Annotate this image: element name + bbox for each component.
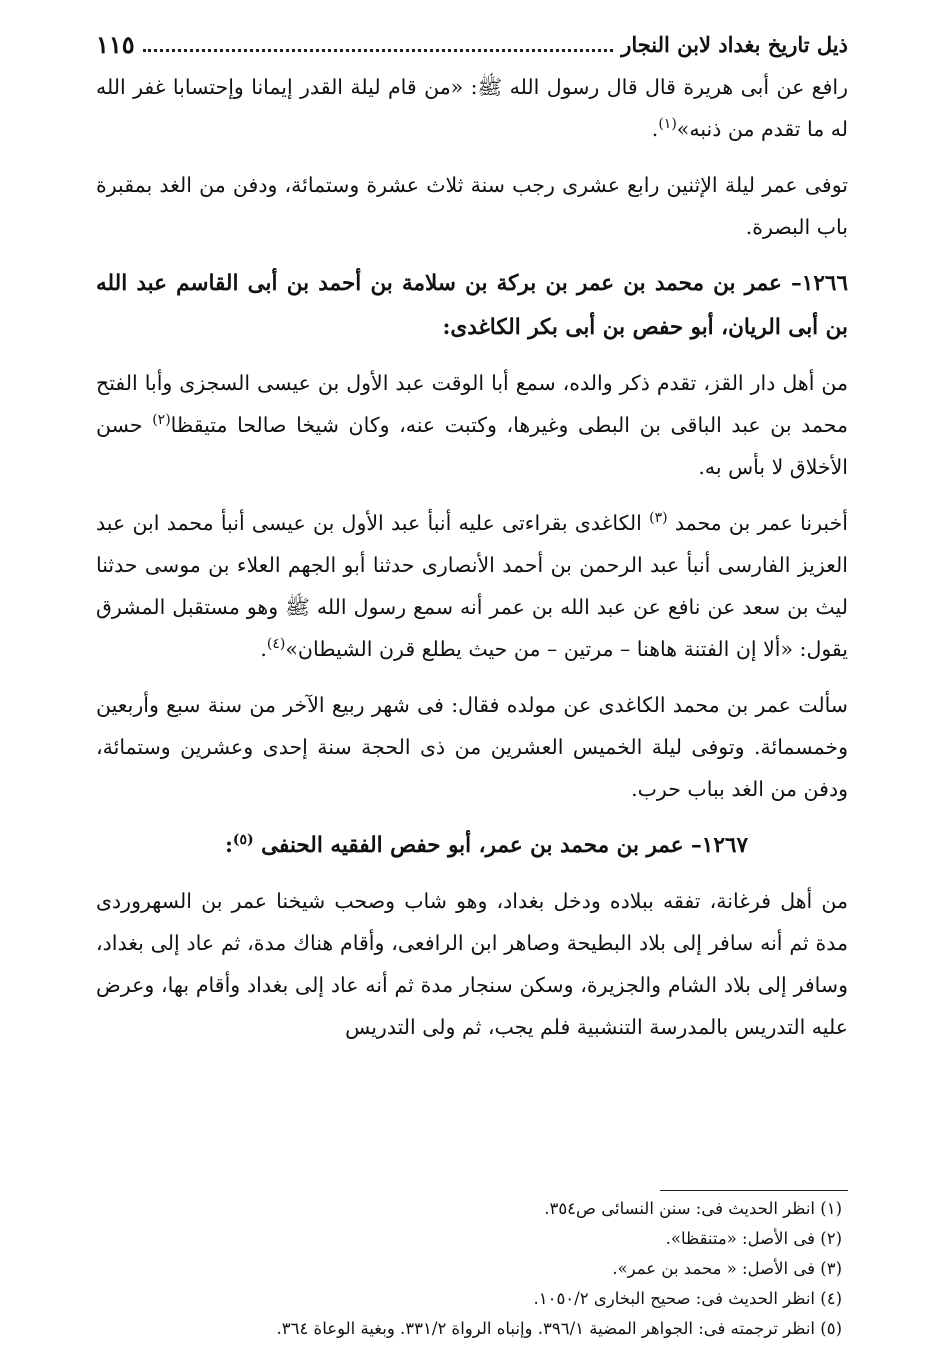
document-page — [96, 22, 848, 1338]
footnotes — [96, 1194, 842, 1344]
paragraph-death-note: توفى عمر ليلة الإثنين رابع عشرى رجب سنة ثلاث عشرة وستمائة، ودفن من الغد بمقبرة باب البصرة. — [96, 173, 848, 239]
footnote-4: (٤) انظر الحديث فى: صحيح البخارى ١٠٥٠/٢. — [533, 1289, 842, 1308]
paragraph-text: من أهل دار القز، تقدم ذكر والده، سمع أبا الوقت عبد الأول بن عيسى السجزى وأبا الفتح محمد بن عبد الباقى بن البطى وغيرها، وكتبت عنه، وكان شيخا صالحا متيقظا — [96, 371, 848, 437]
footnote-1: (١) انظر الحديث فى: سنن النسائى ص٣٥٤. — [544, 1199, 842, 1218]
paragraph-text: أخبرنا عمر بن محمد — [667, 511, 848, 535]
footnote-ref-2: (٢) — [152, 412, 171, 429]
footnote-separator — [660, 1190, 848, 1191]
paragraph-1266-birth-death: سألت عمر بن محمد الكاغدى عن مولده فقال: فى شهر ربيع الآخر من سنة سبع وأربعين وخمسمائة. وتوفى ليلة الخميس العشرين من ذى الحجة سنة إحدى وعشرين وستمائة، ودفن من الغد بباب حرب. — [96, 693, 848, 801]
heading-text: ١٢٦٧– عمر بن محمد بن عمر، أبو حفص الفقيه الحنفى — [253, 833, 748, 858]
paragraph-text: حسن الأخلاق لا بأس به. — [96, 413, 848, 479]
paragraph-1266-hadith: أخبرنا عمر بن محمد $^{(٣)}$ الكاغدى بقراءتى عليه أنبأ عبد الأول بن عيسى أنبأ محمد ابن عبد العزيز الفارسى أنبأ عبد الرحمن بن أحمد الأنصارى حدثنا أبو الجهم العلاء بن موسى حدثنا ليث بن سعد عن نافع عن عبد الله بن عمر أنه سمع رسول الله ﷺ وهو مستقبل المشرق يقول: «ألا إن الفتنة هاهنا – مرتين – من حيث يطلع قرن الشيطان»$^{(٤)}$. — [96, 510, 848, 661]
paragraph-text: الكاغدى بقراءتى عليه أنبأ عبد الأول بن عيسى أنبأ محمد ابن عبد العزيز الفارسى أنبأ عبد الرحمن بن أحمد الأنصارى حدثنا أبو الجهم العلاء بن موسى حدثنا ليث بن سعد عن نافع عن عبد الله بن عمر أنه سمع رسول الله ﷺ وهو مستقبل المشرق يقول: «ألا إن الفتنة هاهنا – مرتين – من حيث يطلع قرن الشيطان» — [96, 511, 848, 661]
footnote-3: (٣) فى الأصل: « محمد بن عمر». — [612, 1259, 842, 1278]
footnote-2: (٢) فى الأصل: «متنقظا». — [665, 1229, 842, 1248]
footnote-ref-3: (٣) — [649, 510, 668, 527]
running-header — [96, 22, 848, 66]
footnote-ref-5: (٥) — [232, 831, 254, 848]
paragraph-1266-bio — [96, 362, 848, 488]
header-title: ذيل تاريخ بغداد لابن النجار — [621, 31, 848, 57]
page-number: ١١٥ — [96, 29, 135, 59]
footnote-ref-1: (١) — [658, 116, 677, 133]
paragraph-1267-bio: من أهل فرغانة، تفقه ببلاده ودخل بغداد، وهو شاب وصحب شيخنا عمر بن السهروردى مدة ثم أنه سافر إلى بلاد البطيحة وصاهر ابن الرافعى، وأقام هناك مدة، ثم عاد إلى بغداد، وسافر إلى بلاد الشام والجزيرة، وسكن سنجار مدة ثم أنه عاد إلى بغداد وأقام بها، وعرض عليه التدريس بالمدرسة التنشبية فلم يجب، ثم ولى التدريس — [96, 889, 848, 1039]
footnote-5: (٥) انظر ترجمته فى: الجواهر المضية ٣٩٦/١. وإنباه الرواة ٣٣١/٢. وبغية الوعاة ٣٦٤. — [276, 1319, 842, 1338]
paragraph-hadith-laylat-al-qadr: رافع عن أبى هريرة قال قال رسول الله ﷺ: «من قام ليلة القدر إيمانا وإحتسابا غفر الله له ما تقدم من ذنبه»$^{(١)}$. — [96, 75, 848, 141]
paragraph-text: رافع عن أبى هريرة قال قال رسول الله ﷺ: «من قام ليلة القدر إيمانا وإحتسابا غفر الله له ما تقدم من ذنبه» — [96, 75, 848, 141]
header-dot-leader — [143, 49, 614, 52]
entry-heading-1266: ١٢٦٦– عمر بن محمد بن عمر بن بركة بن سلامة بن أحمد بن أبى القاسم عبد الله بن أبى الريان، أبو حفص بن أبى بكر الكاغدى: — [96, 271, 848, 340]
footnote-ref-4: (٤) — [266, 636, 286, 653]
entry-heading-1267 — [96, 824, 848, 868]
heading-colon: : — [224, 833, 233, 858]
